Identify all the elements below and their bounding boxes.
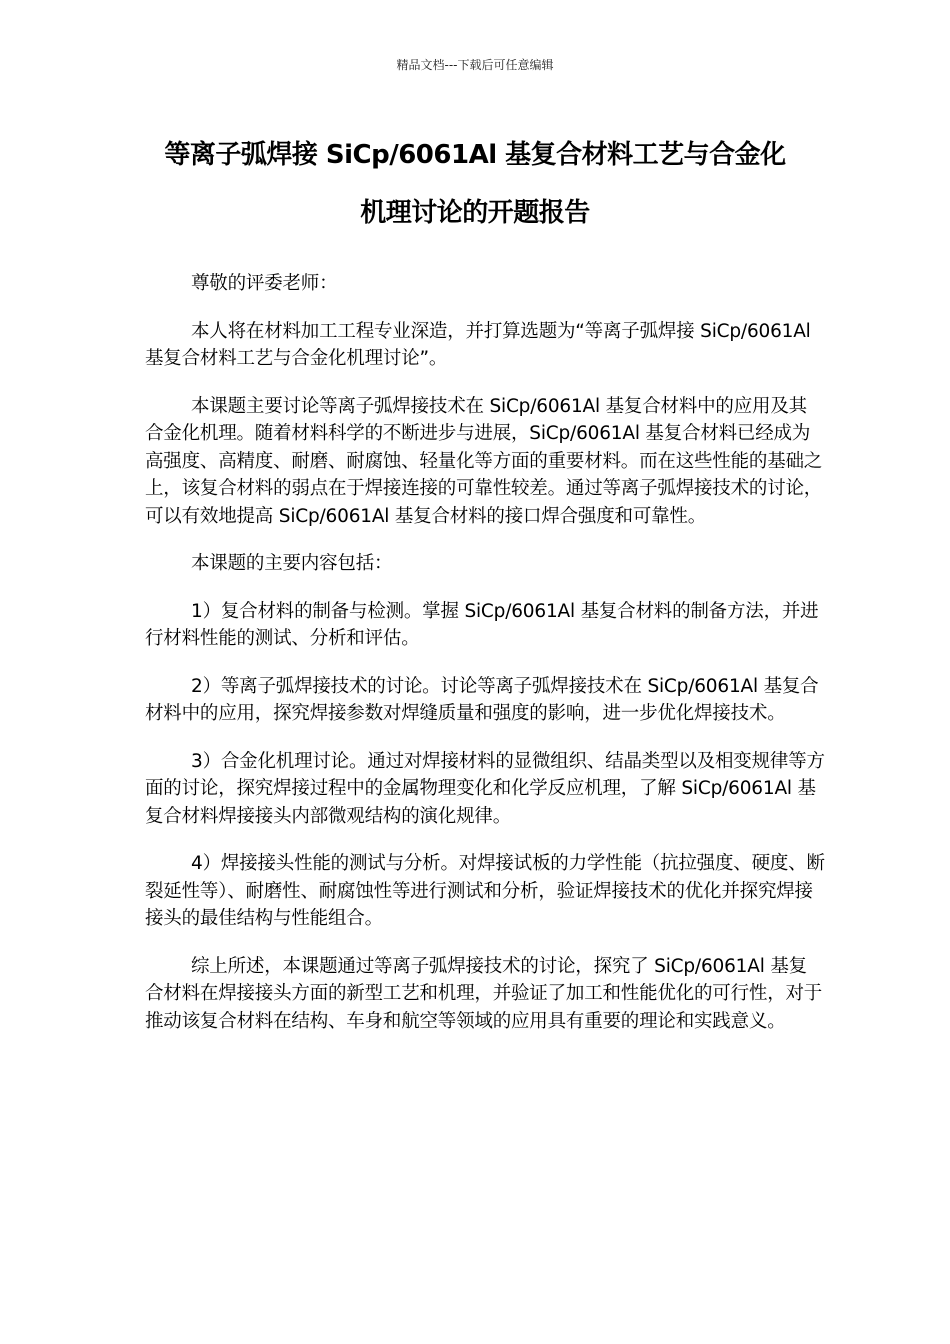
- list-item-4: 4）焊接接头性能的测试与分析。对焊接试板的力学性能（抗拉强度、硬度、断裂延性等）、耐磨性、耐腐蚀性等进行测试和分析，验证焊接技术的优化并探究焊接接头的最佳结构与性能组合。: [145, 853, 825, 929]
- paragraph-topic: 本课题主要讨论等离子弧焊接技术在 SiCp/6061Al 基复合材料中的应用及其合金化机理。随着材料科学的不断进步与进展，SiCp/6061Al 基复合材料已经成为高强度、高精度、耐磨、耐腐蚀、轻量化等方面的重要材料。而在这些性能的基础之上，该复合材料的弱点在于焊接连接的可靠性较差。通过等离子弧焊接技术的讨论，可以有效地提高 SiCp/6061Al 基复合材料的接口焊合强度和可靠性。: [145, 395, 823, 527]
- list-item-2: 2）等离子弧焊接技术的讨论。讨论等离子弧焊接技术在 SiCp/6061Al 基复合材料中的应用，探究焊接参数对焊缝质量和强度的影响，进一步优化焊接技术。: [145, 675, 819, 724]
- salutation: 尊敬的评委老师：: [191, 273, 338, 294]
- title-line-2: 机理讨论的开题报告: [360, 198, 590, 228]
- paragraph-summary: 综上所述，本课题通过等离子弧焊接技术的讨论，探究了 SiCp/6061Al 基复合材料在焊接接头方面的新型工艺和机理，并验证了加工和性能优化的可行性，对于推动该复合材料在结构、车身和航空等领域的应用具有重要的理论和实践意义。: [145, 955, 823, 1032]
- body-text: [145, 270, 825, 1055]
- list-item-1: 1）复合材料的制备与检测。掌握 SiCp/6061Al 基复合材料的制备方法，并进行材料性能的测试、分析和评估。: [145, 600, 819, 649]
- header-note: 精品文档---下载后可任意编辑: [396, 58, 554, 72]
- paragraph-contents-heading: 本课题的主要内容包括：: [191, 553, 393, 574]
- paragraph-intro: 本人将在材料加工工程专业深造，并打算选题为“等离子弧焊接 SiCp/6061Al 基复合材料工艺与合金化机理讨论”。: [145, 320, 811, 369]
- list-item-3: 3）合金化机理讨论。通过对焊接材料的显微组织、结晶类型以及相变规律等方面的讨论，探究焊接过程中的金属物理变化和化学反应机理，了解 SiCp/6061Al 基复合材料焊接接头内部微观结构的演化规律。: [145, 750, 825, 827]
- title-line-1: 等离子弧焊接 SiCp/6061Al 基复合材料工艺与合金化: [164, 140, 786, 170]
